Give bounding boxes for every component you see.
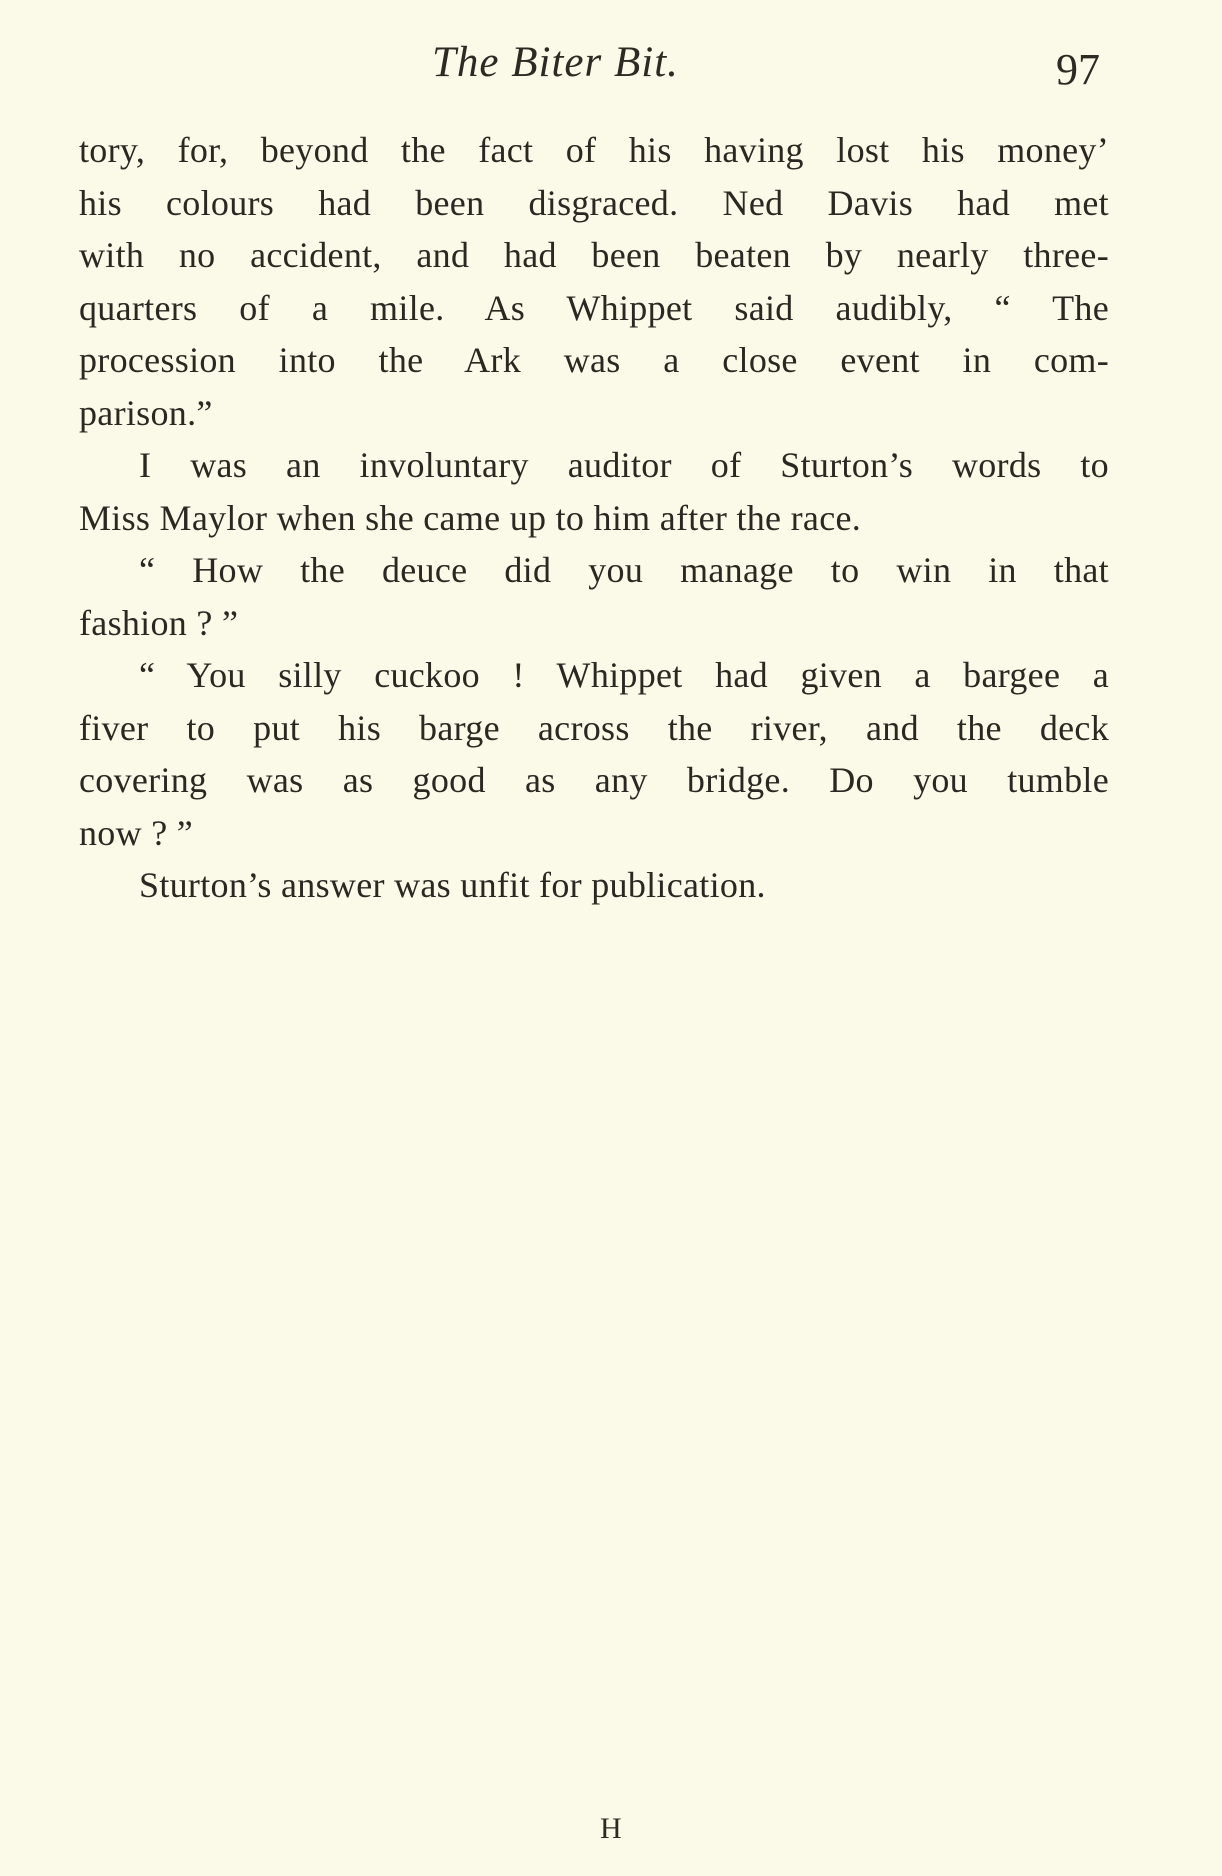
text-line: covering was as good as any bridge. Do you tumble bbox=[79, 760, 1109, 800]
text-line: quarters of a mile. As Whippet said audibly, “ The bbox=[79, 287, 1109, 328]
text-line: fashion ? ” bbox=[79, 602, 239, 643]
text-line: Miss Maylor when she came up to him after the race. bbox=[79, 497, 862, 538]
text-line: procession into the Ark was a close event in com- bbox=[79, 340, 1109, 380]
text-line: fiver to put his barge across the river, and the deck bbox=[79, 707, 1109, 748]
text-line: parison.” bbox=[79, 392, 213, 433]
running-head bbox=[0, 38, 1222, 98]
text-line: “ How the deuce did you manage to win in that bbox=[139, 550, 1109, 590]
text-line: I was an involuntary auditor of Sturton’s words to bbox=[139, 445, 1109, 485]
body-text bbox=[79, 124, 1109, 912]
signature-mark: H bbox=[600, 1812, 622, 1845]
text-line: tory, for, beyond the fact of his having lost his money’ bbox=[79, 130, 1109, 170]
text-line: his colours had been disgraced. Ned Davis had met bbox=[79, 182, 1109, 223]
text-line: now ? ” bbox=[79, 812, 194, 853]
page-number: 97 bbox=[1056, 45, 1100, 94]
text-line: Sturton’s answer was unfit for publication. bbox=[139, 865, 766, 905]
text-line: with no accident, and had been beaten by nearly three- bbox=[79, 235, 1109, 275]
text-line: “ You silly cuckoo ! Whippet had given a bargee a bbox=[139, 655, 1109, 695]
running-title: The Biter Bit. bbox=[432, 39, 679, 86]
